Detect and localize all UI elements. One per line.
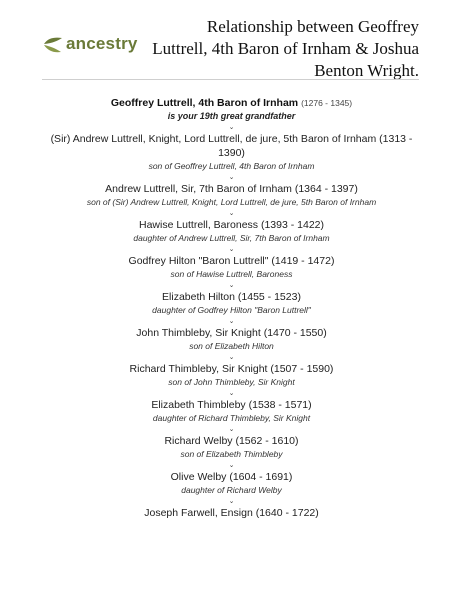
relationship-chain bbox=[46, 96, 417, 520]
chevron-down-icon: ⌄ bbox=[228, 246, 235, 253]
chevron-down-icon: ⌄ bbox=[228, 390, 235, 397]
page-title: Relationship between Geoffrey Luttrell, 4th Baron of Irnham & Joshua Benton Wright. bbox=[152, 17, 419, 80]
chevron-down-icon: ⌄ bbox=[228, 174, 235, 181]
chevron-down-icon: ⌄ bbox=[228, 210, 235, 217]
ancestor-name: Andrew Luttrell, Sir, 7th Baron of Irnham (1364 - 1397) bbox=[105, 183, 358, 195]
relationship-label: is your 19th great grandfather bbox=[167, 111, 296, 121]
ancestor-name: Hawise Luttrell, Baroness (1393 - 1422) bbox=[138, 219, 324, 231]
chevron-down-icon: ⌄ bbox=[228, 318, 235, 325]
ancestor-name: Richard Thimbleby, Sir Knight (1507 - 1590) bbox=[129, 363, 334, 375]
chevron-down-icon: ⌄ bbox=[228, 462, 235, 469]
chevron-down-icon: ⌄ bbox=[228, 282, 235, 289]
ancestor-relation: daughter of Richard Welby bbox=[181, 485, 282, 495]
root-person-dates: (1276 - 1345) bbox=[301, 98, 353, 108]
ancestor-name: Joseph Farwell, Ensign (1640 - 1722) bbox=[144, 507, 319, 519]
ancestor-relation: daughter of Godfrey Hilton "Baron Luttrell" bbox=[152, 305, 311, 315]
ancestor-relation: son of (Sir) Andrew Luttrell, Knight, Lord Luttrell, de jure, 5th Baron of Irnham bbox=[86, 197, 377, 207]
ancestor-name: (Sir) Andrew Luttrell, Knight, Lord Luttrell, de jure, 5th Baron of Irnham (1313 - 1390) bbox=[50, 133, 413, 159]
ancestry-logo bbox=[42, 33, 138, 55]
ancestor-name: Elizabeth Thimbleby (1538 - 1571) bbox=[151, 399, 312, 411]
chevron-down-icon: ⌄ bbox=[228, 426, 235, 433]
chevron-down-icon: ⌄ bbox=[228, 498, 235, 505]
ancestor-name: Godfrey Hilton "Baron Luttrell" (1419 - 1472) bbox=[128, 255, 335, 267]
ancestor-name: Richard Welby (1562 - 1610) bbox=[164, 435, 299, 447]
ancestor-relation: daughter of Andrew Luttrell, Sir, 7th Baron of Irnham bbox=[133, 233, 330, 243]
root-person bbox=[46, 96, 417, 110]
page-header bbox=[0, 0, 463, 80]
ancestor-name: John Thimbleby, Sir Knight (1470 - 1550) bbox=[136, 327, 327, 339]
chevron-down-icon: ⌄ bbox=[228, 354, 235, 361]
ancestor-relation: son of Elizabeth Thimbleby bbox=[180, 449, 283, 459]
chevron-down-icon: ⌄ bbox=[228, 124, 235, 131]
ancestor-name: Olive Welby (1604 - 1691) bbox=[170, 471, 293, 483]
ancestor-relation: son of Hawise Luttrell, Baroness bbox=[170, 269, 293, 279]
ancestor-relation: daughter of Richard Thimbleby, Sir Knight bbox=[152, 413, 311, 423]
ancestor-relation: son of Elizabeth Hilton bbox=[189, 341, 274, 351]
leaf-logo-icon bbox=[42, 33, 64, 55]
header-divider bbox=[42, 79, 419, 80]
root-person-name: Geoffrey Luttrell, 4th Baron of Irnham bbox=[110, 97, 299, 109]
ancestor-name: Elizabeth Hilton (1455 - 1523) bbox=[162, 291, 301, 303]
ancestor-relation: son of John Thimbleby, Sir Knight bbox=[168, 377, 295, 387]
ancestor-relation: son of Geoffrey Luttrell, 4th Baron of Irnham bbox=[148, 161, 315, 171]
logo-text: ancestry bbox=[66, 34, 138, 53]
